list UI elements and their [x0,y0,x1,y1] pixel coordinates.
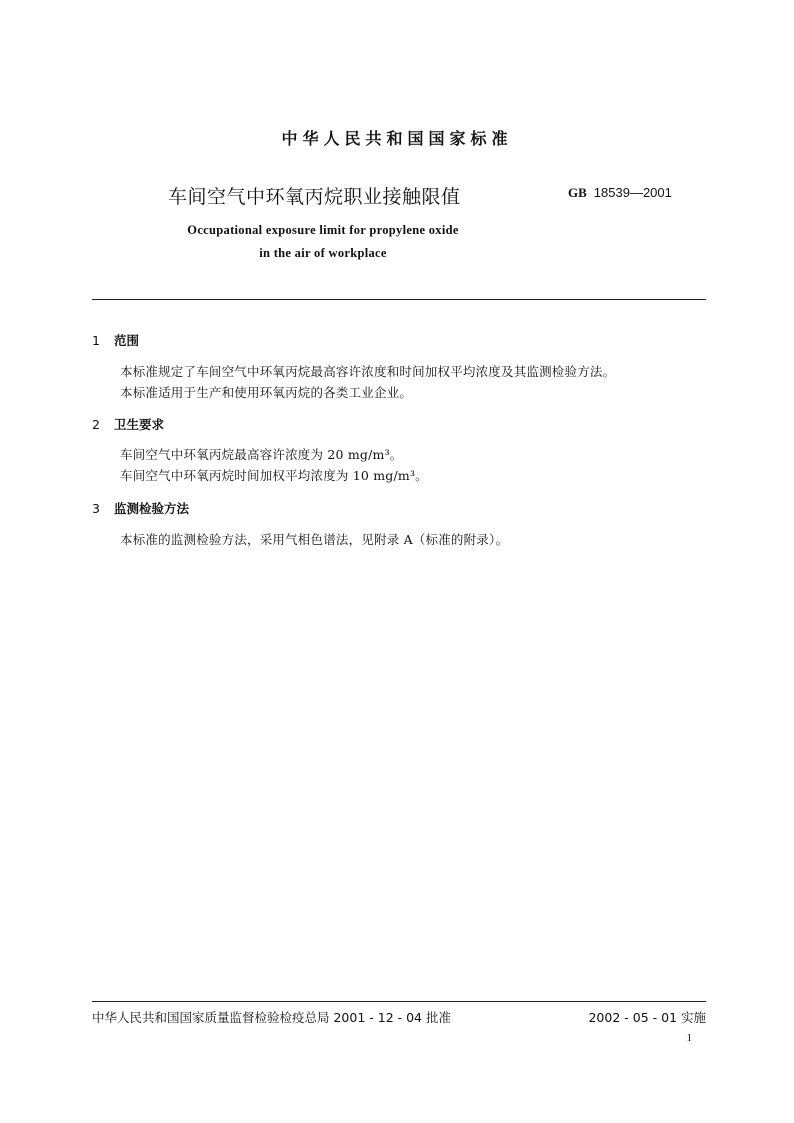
paragraph: 车间空气中环氧丙烷时间加权平均浓度为 10 mg/m³。 [120,468,428,483]
paragraph: 车间空气中环氧丙烷最高容许浓度为 20 mg/m³。 [120,447,403,462]
section-number: 2 [92,417,100,432]
standard-type-heading: 中华人民共和国国家标准 [281,129,513,148]
page-number: 1 [686,1032,692,1044]
implementation-date: 2002 - 05 - 01 实施 [588,1010,706,1025]
issuer-approval-line: 中华人民共和国国家质量监督检验检疫总局 2001 - 12 - 04 批准 [92,1010,451,1025]
standard-prefix: GB [568,185,587,200]
paragraph: 本标准的监测检验方法，采用气相色谱法，见附录 A（标准的附录）。 [120,532,509,547]
section-title: 监测检验方法 [114,501,190,516]
section-title: 卫生要求 [114,417,165,432]
section-heading-scope [92,331,139,349]
section-number: 3 [92,501,100,516]
section-heading-testing-methods [92,499,189,517]
document-title-en-line1: Occupational exposure limit for propylene oxide [187,223,459,237]
document-title-en-line2: in the air of workplace [259,246,387,260]
paragraph: 本标准适用于生产和使用环氧丙烷的各类工业企业。 [120,385,413,400]
section-number: 1 [92,333,100,348]
paragraph: 本标准规定了车间空气中环氧丙烷最高容许浓度和时间加权平均浓度及其监测检验方法。 [120,364,616,379]
document-title-cn: 车间空气中环氧丙烷职业接触限值 [168,186,461,208]
standard-number [568,185,672,201]
standard-code: 18539—2001 [593,185,672,200]
section-title: 范围 [114,333,140,348]
section-heading-hygiene-requirements [92,415,164,433]
header-divider [92,299,706,300]
footer-divider [92,1001,706,1002]
